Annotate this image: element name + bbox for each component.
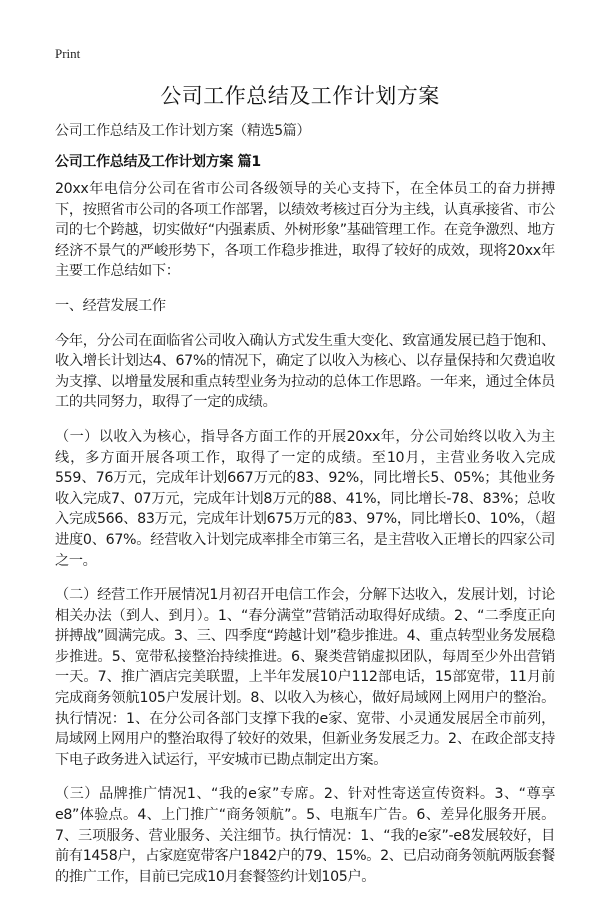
brand-promotion-paragraph: （三）品牌推广情况1、“我的e家”专席。2、针对性寄送宣传资料。3、“尊享e8”体验点。4、上门推广“商务领航”。5、电瓶车广告。6、差异化服务开展。7、三项服务、营业服务、关注细节。执行情况：1、“我的e家”-e8发展较好，目前有1458户，占家庭宽带客户1842户的79、15%。2、已启动商务领航两版套餐的推广工作，目前已完成10月套餐签约计划105户。 <box>55 786 555 885</box>
revenue-paragraph: （一）以收入为核心，指导各方面工作的开展20xx年，分公司始终以收入为主线，多方面开展各项工作，取得了一定的成绩。至10月，主营业务收入完成559、76万元，完成年计划667万元的83、92%，同比增长5、05%；其他业务收入完成7、07万元，完成年计划8万元的88、41%，同比增长-78、83%；总收入完成566、83万元，完成年计划675万元的83、97%，同比增长0、10%，（超进度0、67%。经营收入计划完成率排全市第三名，是主营收入正增长的四家公司之一。 <box>55 428 555 569</box>
operations-paragraph: （二）经营工作开展情况1月初召开电信工作会，分解下达收入，发展计划，讨论相关办法（到人、到月）。1、“春分满堂”营销活动取得好成绩。2、“二季度正向拼搏战”圆满完成。3、三、四季度“跨越计划”稳步推进。4、重点转型业务发展稳步推进。5、宽带私接整治持续推进。6、聚类营销虚拟团队，每周至少外出营销一天。7、推广酒店完美联盟，上半年发展10户112部电话，15部宽带，11月前完成商务领航105户发展计划。8、以收入为核心，做好局域网上网用户的整治。执行情况：1、在分公司各部门支撑下我的e家、宽带、小灵通发展居全市前列，局域网上网用户的整治取得了较好的效果，但新业务发展乏力。2、在政企部支持下电子政务进入试运行，平安城市已勘点制定出方案。 <box>55 587 555 768</box>
intro-paragraph: 20xx年电信分公司在省市公司各级领导的关心支持下，在全体员工的奋力拼搏下，按照省市公司的各项工作部署，以绩效考核过百分为主线，认真承接省、市公司的七个跨越，切实做好“内强素质、外树形象”基础管理工作。在竞争激烈、地方经济不景气的严峻形势下，各项工作稳步推进，取得了较好的成效，现将20xx年主要工作总结如下： <box>55 181 555 280</box>
overview-paragraph: 今年，分公司在面临省公司收入确认方式发生重大变化、致富通发展已趋于饱和、收入增长计划达4、67%的情况下，确定了以收入为核心、以存量保持和欠费追收为支撑、以增量发展和重点转型业务为拉动的总体工作思路。一年来，通过全体员工的共同努力，取得了一定的成绩。 <box>55 332 555 411</box>
document-title: 公司工作总结及工作计划方案 <box>160 84 440 108</box>
subsection-heading: 一、经营发展工作 <box>55 297 166 314</box>
document-body <box>55 179 555 901</box>
print-link[interactable]: Print <box>55 46 81 61</box>
section-heading: 公司工作总结及工作计划方案 篇1 <box>55 154 261 170</box>
document-subtitle: 公司工作总结及工作计划方案（精选5篇） <box>55 123 311 139</box>
